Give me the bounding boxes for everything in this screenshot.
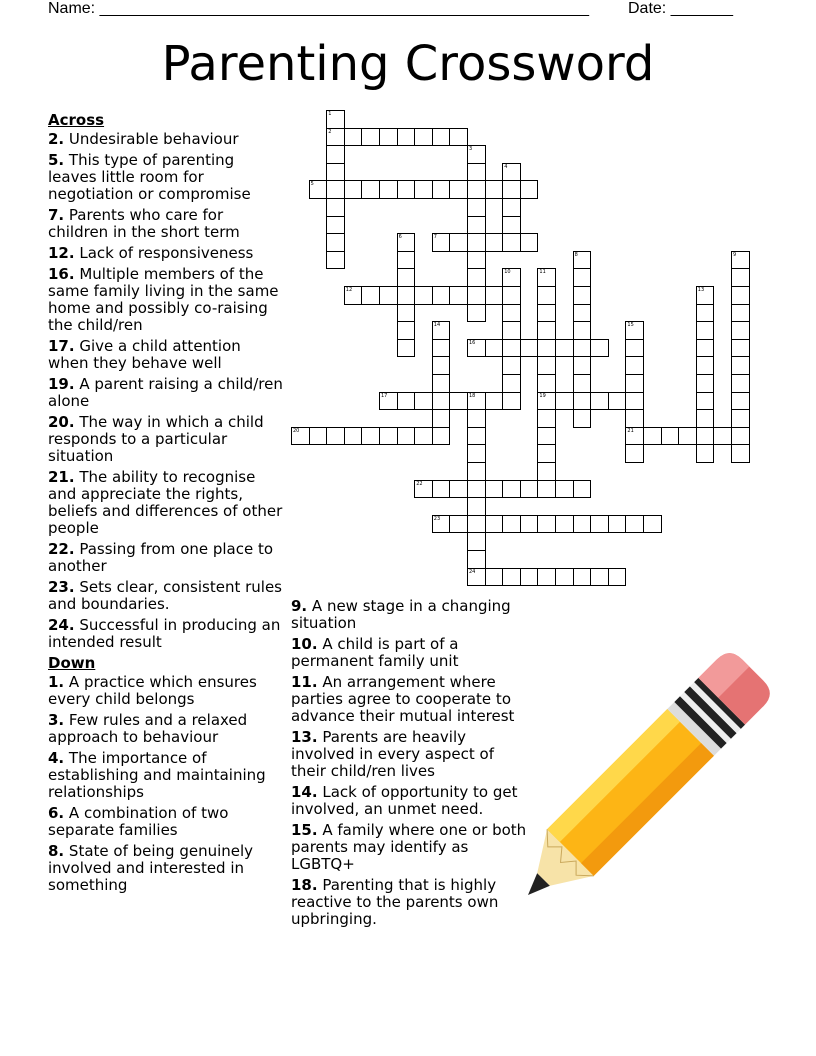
grid-cell[interactable] (573, 251, 592, 270)
grid-cell[interactable] (467, 216, 486, 235)
grid-cell[interactable] (432, 128, 451, 147)
grid-cell[interactable] (537, 356, 556, 375)
grid-cell[interactable] (502, 163, 521, 182)
grid-cell[interactable] (731, 304, 750, 323)
clue-text: Parenting that is highly reactive to the parents own upbringing. (291, 876, 499, 928)
grid-cell[interactable] (502, 392, 521, 411)
grid-cell[interactable] (414, 286, 433, 305)
clue-text: A child is part of a permanent family unit (291, 635, 459, 670)
grid-cell[interactable] (379, 128, 398, 147)
grid-cell[interactable] (432, 339, 451, 358)
page-title: Parenting Crossword (161, 36, 655, 92)
grid-cell[interactable] (608, 568, 627, 587)
grid-cell[interactable] (573, 515, 592, 534)
clue-item (48, 414, 286, 465)
grid-cell[interactable] (520, 515, 539, 534)
grid-cell[interactable] (625, 515, 644, 534)
clue-number: 17. (48, 337, 75, 355)
grid-cell[interactable] (414, 480, 433, 499)
grid-cell[interactable] (608, 392, 627, 411)
date-field: Date: _______ (628, 0, 733, 17)
grid-cell[interactable] (731, 321, 750, 340)
grid-cell[interactable] (625, 339, 644, 358)
grid-cell[interactable] (485, 339, 504, 358)
grid-cell[interactable] (573, 304, 592, 323)
clue-number: 4. (48, 749, 65, 767)
grid-cell-number: 19 (539, 392, 546, 399)
grid-cell[interactable] (537, 515, 556, 534)
clue-text: A practice which ensures every child belongs (48, 673, 257, 708)
grid-cell[interactable] (502, 216, 521, 235)
grid-cell[interactable] (696, 356, 715, 375)
grid-cell[interactable] (467, 145, 486, 164)
clue-number: 21. (48, 468, 75, 486)
grid-cell[interactable] (555, 515, 574, 534)
grid-cell[interactable] (731, 409, 750, 428)
clue-number: 12. (48, 244, 75, 262)
grid-cell[interactable] (467, 480, 486, 499)
grid-cell[interactable] (502, 180, 521, 199)
clue-text: This type of parenting leaves little room for negotiation or compromise (48, 151, 251, 203)
grid-cell[interactable] (326, 427, 345, 446)
grid-cell[interactable] (537, 321, 556, 340)
grid-cell-number: 10 (504, 269, 511, 276)
grid-cell[interactable] (555, 392, 574, 411)
clue-text: A combination of two separate families (48, 804, 229, 839)
grid-cell[interactable] (397, 339, 416, 358)
grid-cell[interactable] (502, 339, 521, 358)
clue-column-left (48, 112, 286, 898)
clue-item (291, 674, 531, 725)
grid-cell[interactable] (485, 515, 504, 534)
grid-cell[interactable] (467, 497, 486, 516)
grid-cell[interactable] (432, 374, 451, 393)
grid-cell[interactable] (432, 392, 451, 411)
clue-text: The ability to recognise and appreciate the rights, beliefs and differences of other people (48, 468, 283, 537)
grid-cell[interactable] (467, 180, 486, 199)
grid-cell[interactable] (344, 180, 363, 199)
grid-cell[interactable] (573, 339, 592, 358)
grid-cell-number: 17 (381, 392, 388, 399)
grid-cell[interactable] (537, 427, 556, 446)
grid-cell[interactable] (432, 233, 451, 252)
grid-cell[interactable] (731, 339, 750, 358)
grid-cell[interactable] (397, 304, 416, 323)
clue-text: Give a child attention when they behave well (48, 337, 241, 372)
grid-cell[interactable] (397, 321, 416, 340)
clue-item (48, 376, 286, 410)
grid-cell[interactable] (449, 515, 468, 534)
grid-cell[interactable] (696, 304, 715, 323)
grid-cell[interactable] (537, 462, 556, 481)
grid-cell[interactable] (573, 480, 592, 499)
grid-cell[interactable] (696, 339, 715, 358)
clue-item (48, 131, 286, 148)
grid-cell[interactable] (414, 180, 433, 199)
grid-cell[interactable] (520, 233, 539, 252)
grid-cell[interactable] (467, 427, 486, 446)
grid-cell[interactable] (291, 427, 310, 446)
clue-text: Undesirable behaviour (68, 130, 239, 148)
grid-cell[interactable] (625, 321, 644, 340)
grid-cell[interactable] (414, 128, 433, 147)
grid-cell[interactable] (326, 180, 345, 199)
clue-item (48, 266, 286, 334)
grid-cell[interactable] (432, 427, 451, 446)
clue-item (48, 805, 286, 839)
grid-cell[interactable] (326, 198, 345, 217)
clue-number: 19. (48, 375, 75, 393)
clue-item (48, 750, 286, 801)
clue-number: 5. (48, 151, 65, 169)
clue-number: 14. (291, 783, 318, 801)
grid-cell[interactable] (731, 251, 750, 270)
grid-cell[interactable] (467, 233, 486, 252)
clue-item (291, 784, 531, 818)
clue-number: 6. (48, 804, 65, 822)
grid-cell[interactable] (573, 374, 592, 393)
grid-cell[interactable] (379, 286, 398, 305)
grid-cell[interactable] (449, 480, 468, 499)
grid-cell[interactable] (449, 180, 468, 199)
grid-cell[interactable] (397, 427, 416, 446)
grid-cell-number: 11 (539, 269, 546, 276)
grid-cell[interactable] (537, 339, 556, 358)
grid-cell[interactable] (485, 480, 504, 499)
clue-number: 10. (291, 635, 318, 653)
clue-item (48, 541, 286, 575)
grid-cell[interactable] (361, 180, 380, 199)
grid-cell[interactable] (573, 568, 592, 587)
grid-cell[interactable] (625, 409, 644, 428)
grid-cell[interactable] (326, 216, 345, 235)
grid-cell[interactable] (467, 550, 486, 569)
grid-cell[interactable] (696, 444, 715, 463)
clue-item (291, 636, 531, 670)
grid-cell[interactable] (326, 251, 345, 270)
grid-cell[interactable] (467, 304, 486, 323)
clue-item (48, 207, 286, 241)
grid-cell-number: 24 (469, 568, 476, 575)
grid-cell[interactable] (713, 427, 732, 446)
grid-cell[interactable] (467, 409, 486, 428)
grid-cell[interactable] (432, 409, 451, 428)
grid-cell[interactable] (432, 180, 451, 199)
grid-cell[interactable] (432, 515, 451, 534)
grid-cell[interactable] (590, 392, 609, 411)
grid-cell[interactable] (661, 427, 680, 446)
grid-cell[interactable] (449, 392, 468, 411)
clue-number: 22. (48, 540, 75, 558)
grid-cell[interactable] (485, 233, 504, 252)
grid-cell-number: 20 (293, 427, 300, 434)
grid-cell[interactable] (467, 163, 486, 182)
clue-number: 16. (48, 265, 75, 283)
grid-cell-number: 22 (416, 480, 423, 487)
grid-cell-number: 9 (733, 251, 737, 258)
clue-item (48, 674, 286, 708)
clue-item (291, 729, 531, 780)
grid-cell[interactable] (414, 392, 433, 411)
grid-cell[interactable] (467, 515, 486, 534)
clue-item (48, 712, 286, 746)
clue-number: 9. (291, 597, 308, 615)
grid-cell[interactable] (309, 180, 328, 199)
grid-cell[interactable] (449, 233, 468, 252)
grid-cell[interactable] (696, 321, 715, 340)
grid-cell[interactable] (555, 339, 574, 358)
clue-item (48, 579, 286, 613)
grid-cell[interactable] (537, 286, 556, 305)
clue-number: 24. (48, 616, 75, 634)
grid-cell[interactable] (467, 251, 486, 270)
clue-text: Parents who care for children in the short term (48, 206, 240, 241)
grid-cell[interactable] (485, 180, 504, 199)
grid-cell-number: 4 (504, 163, 508, 170)
grid-cell[interactable] (537, 304, 556, 323)
grid-cell-number: 2 (328, 128, 332, 135)
grid-cell[interactable] (625, 374, 644, 393)
clue-item (291, 598, 531, 632)
clue-text: Successful in producing an intended result (48, 616, 281, 651)
grid-cell[interactable] (361, 286, 380, 305)
grid-cell[interactable] (344, 427, 363, 446)
grid-cell[interactable] (590, 515, 609, 534)
grid-cell[interactable] (432, 480, 451, 499)
grid-cell[interactable] (467, 198, 486, 217)
grid-cell[interactable] (432, 286, 451, 305)
grid-cell[interactable] (608, 515, 627, 534)
grid-cell[interactable] (643, 427, 662, 446)
clue-number: 11. (291, 673, 318, 691)
grid-cell[interactable] (537, 568, 556, 587)
grid-cell[interactable] (573, 392, 592, 411)
grid-cell[interactable] (731, 356, 750, 375)
grid-cell[interactable] (326, 110, 345, 129)
grid-cell[interactable] (449, 286, 468, 305)
grid-cell[interactable] (397, 128, 416, 147)
clue-item (291, 877, 531, 928)
down-heading: Down (48, 654, 96, 672)
grid-cell[interactable] (731, 268, 750, 287)
grid-cell[interactable] (467, 444, 486, 463)
grid-cell[interactable] (502, 374, 521, 393)
grid-cell[interactable] (467, 568, 486, 587)
clue-text: Passing from one place to another (48, 540, 274, 575)
clue-item (48, 245, 286, 262)
grid-cell[interactable] (731, 374, 750, 393)
grid-cell[interactable] (502, 515, 521, 534)
grid-cell[interactable] (537, 374, 556, 393)
grid-cell[interactable] (467, 392, 486, 411)
grid-cell[interactable] (625, 427, 644, 446)
grid-cell[interactable] (696, 374, 715, 393)
grid-cell[interactable] (485, 392, 504, 411)
grid-cell[interactable] (537, 480, 556, 499)
grid-cell-number: 5 (310, 181, 314, 188)
grid-cell[interactable] (537, 444, 556, 463)
grid-cell-number: 13 (697, 287, 705, 293)
clue-text: Parents are heavily involved in every aspect of their child/ren lives (291, 728, 494, 780)
grid-cell[interactable] (361, 427, 380, 446)
grid-cell[interactable] (326, 233, 345, 252)
grid-cell[interactable] (537, 409, 556, 428)
grid-cell[interactable] (573, 286, 592, 305)
grid-cell[interactable] (397, 233, 416, 252)
grid-cell[interactable] (696, 409, 715, 428)
grid-cell[interactable] (731, 392, 750, 411)
grid-cell[interactable] (432, 356, 451, 375)
grid-cell[interactable] (344, 128, 363, 147)
clue-text: Lack of responsiveness (79, 244, 254, 262)
grid-cell[interactable] (467, 339, 486, 358)
clue-item (48, 469, 286, 537)
grid-cell[interactable] (502, 568, 521, 587)
grid-cell[interactable] (361, 128, 380, 147)
clue-item (291, 822, 531, 873)
grid-cell[interactable] (326, 163, 345, 182)
grid-cell[interactable] (502, 268, 521, 287)
clue-number: 15. (291, 821, 318, 839)
clue-item (48, 152, 286, 203)
grid-cell[interactable] (625, 392, 644, 411)
grid-cell[interactable] (485, 286, 504, 305)
grid-cell[interactable] (625, 444, 644, 463)
grid-cell[interactable] (520, 480, 539, 499)
grid-cell[interactable] (555, 568, 574, 587)
grid-cell[interactable] (502, 304, 521, 323)
clue-text: Lack of opportunity to get involved, an unmet need. (291, 783, 518, 818)
clue-item (48, 617, 286, 651)
grid-cell[interactable] (590, 339, 609, 358)
grid-cell[interactable] (678, 427, 697, 446)
clue-text: Few rules and a relaxed approach to behaviour (48, 711, 248, 746)
clue-number: 7. (48, 206, 65, 224)
grid-cell[interactable] (502, 198, 521, 217)
clue-number: 3. (48, 711, 65, 729)
clue-number: 20. (48, 413, 75, 431)
grid-cell[interactable] (397, 251, 416, 270)
clue-number: 13. (291, 728, 318, 746)
grid-cell[interactable] (590, 568, 609, 587)
grid-cell[interactable] (502, 356, 521, 375)
clue-number: 1. (48, 673, 65, 691)
grid-cell[interactable] (397, 286, 416, 305)
grid-cell[interactable] (573, 268, 592, 287)
name-field: Name: _______________________________________________________ (48, 0, 589, 17)
grid-cell[interactable] (397, 268, 416, 287)
grid-cell-number: 14 (433, 322, 441, 329)
across-heading: Across (48, 111, 105, 129)
grid-cell[interactable] (502, 286, 521, 305)
grid-cell-number: 23 (433, 515, 441, 522)
grid-cell[interactable] (397, 180, 416, 199)
clue-item (48, 843, 286, 894)
clue-item (48, 338, 286, 372)
grid-cell[interactable] (520, 180, 539, 199)
grid-cell[interactable] (731, 427, 750, 446)
grid-cell[interactable] (731, 286, 750, 305)
clue-number: 8. (48, 842, 65, 860)
grid-cell[interactable] (309, 427, 328, 446)
clue-number: 23. (48, 578, 75, 596)
grid-cell[interactable] (485, 568, 504, 587)
clue-text: State of being genuinely involved and interested in something (48, 842, 254, 894)
grid-cell[interactable] (573, 409, 592, 428)
grid-cell-number: 15 (627, 322, 634, 329)
clue-text: Sets clear, consistent rules and boundaries. (48, 578, 282, 613)
grid-cell[interactable] (502, 480, 521, 499)
grid-cell[interactable] (555, 480, 574, 499)
grid-cell[interactable] (379, 392, 398, 411)
pencil-icon (528, 650, 778, 900)
clue-text: Multiple members of the same family living in the same home and possibly co-raising the child/ren (48, 265, 279, 334)
clue-number: 18. (291, 876, 318, 894)
grid-cell[interactable] (502, 321, 521, 340)
grid-cell[interactable] (467, 532, 486, 551)
grid-cell[interactable] (432, 321, 451, 340)
grid-cell[interactable] (449, 128, 468, 147)
grid-cell[interactable] (379, 427, 398, 446)
grid-cell[interactable] (379, 180, 398, 199)
grid-cell-number: 7 (433, 234, 437, 241)
grid-cell[interactable] (326, 145, 345, 164)
grid-cell[interactable] (537, 268, 556, 287)
clue-text: A new stage in a changing situation (291, 597, 511, 632)
grid-cell[interactable] (467, 268, 486, 287)
grid-cell[interactable] (326, 128, 345, 147)
grid-cell[interactable] (467, 462, 486, 481)
grid-cell-number: 8 (574, 251, 578, 258)
grid-cell[interactable] (502, 233, 521, 252)
grid-cell[interactable] (731, 444, 750, 463)
grid-cell-number: 1 (328, 111, 332, 117)
grid-cell[interactable] (643, 515, 662, 534)
grid-cell[interactable] (696, 392, 715, 411)
grid-cell[interactable] (696, 286, 715, 305)
clue-text: The importance of establishing and maintaining relationships (48, 749, 266, 801)
grid-cell[interactable] (696, 427, 715, 446)
clue-text: An arrangement where parties agree to cooperate to advance their mutual interest (291, 673, 515, 725)
grid-cell-number: 6 (398, 234, 402, 241)
grid-cell[interactable] (344, 286, 363, 305)
grid-cell[interactable] (520, 339, 539, 358)
grid-cell-number: 18 (469, 392, 476, 399)
grid-cell[interactable] (414, 427, 433, 446)
grid-cell[interactable] (467, 286, 486, 305)
grid-cell[interactable] (520, 568, 539, 587)
grid-cell[interactable] (537, 392, 556, 411)
clue-column-right (291, 598, 531, 932)
clue-text: The way in which a child responds to a particular situation (48, 413, 264, 465)
grid-cell[interactable] (573, 356, 592, 375)
grid-cell-number: 12 (345, 287, 353, 293)
clue-number: 2. (48, 130, 65, 148)
grid-cell[interactable] (625, 356, 644, 375)
grid-cell[interactable] (397, 392, 416, 411)
clue-text: A parent raising a child/ren alone (48, 375, 283, 410)
grid-cell-number: 3 (469, 146, 473, 153)
grid-cell[interactable] (573, 321, 592, 340)
clue-text: A family where one or both parents may identify as LGBTQ+ (291, 821, 527, 873)
grid-cell-number: 16 (469, 339, 476, 346)
grid-cell-number: 21 (627, 427, 634, 434)
